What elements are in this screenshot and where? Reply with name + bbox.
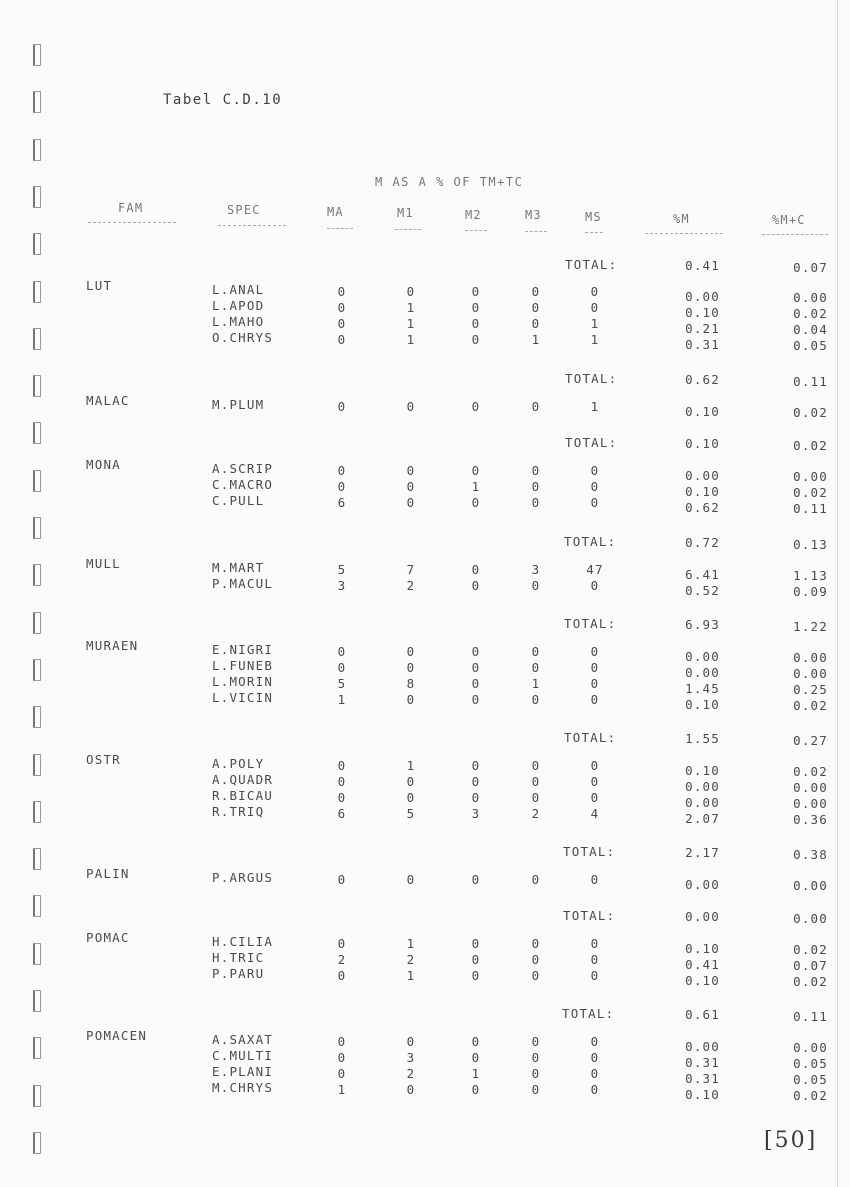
species-code: M.CHRYS bbox=[212, 1080, 274, 1095]
value-m1: 3 bbox=[406, 1050, 416, 1065]
total-label: TOTAL: bbox=[563, 908, 616, 923]
value-pct-m: 2.07 bbox=[685, 811, 720, 826]
header-spec: SPEC bbox=[227, 203, 261, 217]
table-title: Tabel C.D.10 bbox=[163, 92, 283, 108]
total-pct-m: 0.00 bbox=[685, 909, 720, 924]
total-label: TOTAL: bbox=[563, 844, 616, 859]
value-pct-m: 0.10 bbox=[685, 763, 720, 778]
species-code: E.PLANI bbox=[212, 1064, 274, 1079]
species-code: L.MORIN bbox=[212, 674, 274, 689]
binding-hole bbox=[33, 612, 41, 634]
binding-hole bbox=[33, 848, 41, 870]
value-ma: 0 bbox=[337, 1034, 347, 1049]
header-underline bbox=[762, 234, 828, 235]
value-m2: 0 bbox=[471, 692, 481, 707]
value-ms: 0 bbox=[590, 300, 600, 315]
value-m1: 0 bbox=[406, 479, 416, 494]
value-m1: 0 bbox=[406, 1034, 416, 1049]
value-ma: 6 bbox=[337, 806, 347, 821]
family-name: LUT bbox=[86, 278, 113, 293]
value-m3: 0 bbox=[531, 1082, 541, 1097]
value-m1: 0 bbox=[406, 284, 416, 299]
value-ma: 0 bbox=[337, 774, 347, 789]
header-underline bbox=[645, 233, 723, 234]
header-underline bbox=[218, 225, 286, 226]
page-edge bbox=[837, 0, 838, 1187]
value-m3: 0 bbox=[531, 644, 541, 659]
value-ma: 6 bbox=[337, 495, 347, 510]
value-m2: 0 bbox=[471, 790, 481, 805]
value-pct-m: 0.00 bbox=[685, 665, 720, 680]
value-pct-m: 0.10 bbox=[685, 484, 720, 499]
value-ms: 0 bbox=[590, 495, 600, 510]
value-ms: 1 bbox=[590, 332, 600, 347]
value-m2: 0 bbox=[471, 1082, 481, 1097]
value-ms: 0 bbox=[590, 1066, 600, 1081]
value-ma: 0 bbox=[337, 968, 347, 983]
total-pct-m: 2.17 bbox=[685, 845, 720, 860]
value-m3: 1 bbox=[531, 332, 541, 347]
value-pct-mc: 0.00 bbox=[793, 290, 828, 305]
header-underline bbox=[525, 231, 547, 232]
species-code: M.MART bbox=[212, 560, 265, 575]
species-code: A.QUADR bbox=[212, 772, 274, 787]
value-ma: 1 bbox=[337, 692, 347, 707]
value-ms: 0 bbox=[590, 774, 600, 789]
value-pct-mc: 0.09 bbox=[793, 584, 828, 599]
value-pct-mc: 0.00 bbox=[793, 878, 828, 893]
value-ma: 0 bbox=[337, 1050, 347, 1065]
value-pct-mc: 0.05 bbox=[793, 338, 828, 353]
total-pct-mc: 0.11 bbox=[793, 1009, 828, 1024]
total-pct-mc: 0.13 bbox=[793, 537, 828, 552]
value-pct-mc: 0.11 bbox=[793, 501, 828, 516]
binding-hole bbox=[33, 1132, 41, 1154]
binding-hole bbox=[33, 990, 41, 1012]
value-pct-mc: 0.25 bbox=[793, 682, 828, 697]
species-code: C.PULL bbox=[212, 493, 265, 508]
value-m3: 0 bbox=[531, 872, 541, 887]
value-m2: 0 bbox=[471, 332, 481, 347]
value-ms: 0 bbox=[590, 479, 600, 494]
value-pct-mc: 0.02 bbox=[793, 698, 828, 713]
species-code: R.TRIQ bbox=[212, 804, 265, 819]
value-m3: 0 bbox=[531, 790, 541, 805]
value-m1: 1 bbox=[406, 300, 416, 315]
value-m1: 0 bbox=[406, 463, 416, 478]
species-code: A.SCRIP bbox=[212, 461, 274, 476]
species-code: L.MAHO bbox=[212, 314, 265, 329]
value-ms: 1 bbox=[590, 399, 600, 414]
species-code: L.ANAL bbox=[212, 282, 265, 297]
value-m2: 0 bbox=[471, 676, 481, 691]
binding-hole bbox=[33, 564, 41, 586]
value-m2: 0 bbox=[471, 578, 481, 593]
total-label: TOTAL: bbox=[565, 435, 618, 450]
value-ma: 0 bbox=[337, 332, 347, 347]
value-pct-m: 0.00 bbox=[685, 877, 720, 892]
species-code: P.ARGUS bbox=[212, 870, 274, 885]
header-underline bbox=[465, 230, 487, 231]
value-ma: 5 bbox=[337, 562, 347, 577]
value-m2: 0 bbox=[471, 1050, 481, 1065]
value-ms: 0 bbox=[590, 790, 600, 805]
value-pct-m: 0.10 bbox=[685, 305, 720, 320]
value-m2: 0 bbox=[471, 495, 481, 510]
value-m2: 0 bbox=[471, 399, 481, 414]
value-m2: 0 bbox=[471, 644, 481, 659]
value-ms: 4 bbox=[590, 806, 600, 821]
value-ms: 0 bbox=[590, 676, 600, 691]
header-underline bbox=[327, 228, 353, 229]
binding-hole bbox=[33, 1037, 41, 1059]
value-pct-mc: 0.00 bbox=[793, 1040, 828, 1055]
value-m3: 0 bbox=[531, 284, 541, 299]
value-m3: 0 bbox=[531, 479, 541, 494]
value-pct-mc: 0.07 bbox=[793, 958, 828, 973]
value-ms: 0 bbox=[590, 660, 600, 675]
header-m2: M2 bbox=[465, 208, 482, 222]
header-pct-mc: %M+C bbox=[772, 213, 806, 227]
species-code: R.BICAU bbox=[212, 788, 274, 803]
binding-hole bbox=[33, 895, 41, 917]
value-ma: 0 bbox=[337, 316, 347, 331]
value-pct-m: 0.52 bbox=[685, 583, 720, 598]
value-m3: 1 bbox=[531, 676, 541, 691]
total-pct-mc: 0.07 bbox=[793, 260, 828, 275]
value-pct-m: 0.21 bbox=[685, 321, 720, 336]
binding-hole bbox=[33, 91, 41, 113]
value-m1: 0 bbox=[406, 872, 416, 887]
value-m2: 0 bbox=[471, 300, 481, 315]
value-m3: 0 bbox=[531, 1034, 541, 1049]
value-pct-mc: 0.00 bbox=[793, 666, 828, 681]
binding-hole bbox=[33, 375, 41, 397]
total-pct-m: 6.93 bbox=[685, 617, 720, 632]
value-ms: 0 bbox=[590, 644, 600, 659]
value-m1: 0 bbox=[406, 660, 416, 675]
value-pct-mc: 0.02 bbox=[793, 942, 828, 957]
value-pct-mc: 0.02 bbox=[793, 764, 828, 779]
value-m3: 0 bbox=[531, 300, 541, 315]
header-ma: MA bbox=[327, 205, 344, 219]
species-code: H.CILIA bbox=[212, 934, 274, 949]
family-name: MONA bbox=[86, 457, 121, 472]
binding-hole bbox=[33, 517, 41, 539]
value-ma: 0 bbox=[337, 872, 347, 887]
value-m1: 1 bbox=[406, 968, 416, 983]
value-m1: 0 bbox=[406, 644, 416, 659]
header-fam: FAM bbox=[118, 201, 144, 215]
value-ms: 0 bbox=[590, 578, 600, 593]
value-m1: 1 bbox=[406, 316, 416, 331]
species-code: L.APOD bbox=[212, 298, 265, 313]
value-m3: 0 bbox=[531, 463, 541, 478]
value-ma: 0 bbox=[337, 936, 347, 951]
species-code: C.MACRO bbox=[212, 477, 274, 492]
value-m1: 0 bbox=[406, 495, 416, 510]
value-m3: 2 bbox=[531, 806, 541, 821]
value-ms: 0 bbox=[590, 463, 600, 478]
value-ma: 0 bbox=[337, 463, 347, 478]
value-m2: 0 bbox=[471, 936, 481, 951]
value-m1: 2 bbox=[406, 952, 416, 967]
value-ms: 0 bbox=[590, 692, 600, 707]
value-pct-mc: 0.05 bbox=[793, 1072, 828, 1087]
family-name: POMACEN bbox=[86, 1028, 148, 1043]
page-number: [50] bbox=[764, 1128, 818, 1153]
header-m3: M3 bbox=[525, 208, 542, 222]
binding-hole bbox=[33, 44, 41, 66]
total-pct-mc: 0.00 bbox=[793, 911, 828, 926]
value-m3: 0 bbox=[531, 1066, 541, 1081]
binding-hole bbox=[33, 470, 41, 492]
value-m2: 0 bbox=[471, 1034, 481, 1049]
value-ms: 47 bbox=[586, 562, 604, 577]
value-ma: 5 bbox=[337, 676, 347, 691]
value-m2: 3 bbox=[471, 806, 481, 821]
value-m3: 3 bbox=[531, 562, 541, 577]
value-m3: 0 bbox=[531, 774, 541, 789]
value-ma: 3 bbox=[337, 578, 347, 593]
value-ms: 0 bbox=[590, 1050, 600, 1065]
value-pct-mc: 1.13 bbox=[793, 568, 828, 583]
value-m1: 1 bbox=[406, 758, 416, 773]
value-m1: 0 bbox=[406, 790, 416, 805]
value-pct-m: 0.41 bbox=[685, 957, 720, 972]
binding-hole bbox=[33, 186, 41, 208]
value-m1: 7 bbox=[406, 562, 416, 577]
value-pct-mc: 0.02 bbox=[793, 306, 828, 321]
total-pct-m: 0.61 bbox=[685, 1007, 720, 1022]
value-pct-m: 0.10 bbox=[685, 404, 720, 419]
value-pct-mc: 0.02 bbox=[793, 974, 828, 989]
binding-hole bbox=[33, 281, 41, 303]
value-pct-m: 0.31 bbox=[685, 1055, 720, 1070]
value-ma: 0 bbox=[337, 644, 347, 659]
total-pct-mc: 1.22 bbox=[793, 619, 828, 634]
value-ms: 0 bbox=[590, 968, 600, 983]
value-ma: 0 bbox=[337, 284, 347, 299]
value-ma: 1 bbox=[337, 1082, 347, 1097]
value-pct-m: 0.00 bbox=[685, 1039, 720, 1054]
header-underline bbox=[88, 222, 176, 223]
value-pct-mc: 0.05 bbox=[793, 1056, 828, 1071]
total-pct-m: 1.55 bbox=[685, 731, 720, 746]
value-m2: 0 bbox=[471, 952, 481, 967]
total-label: TOTAL: bbox=[565, 371, 618, 386]
value-pct-mc: 0.02 bbox=[793, 1088, 828, 1103]
binding-hole bbox=[33, 659, 41, 681]
value-pct-m: 6.41 bbox=[685, 567, 720, 582]
binding-hole bbox=[33, 943, 41, 965]
value-m3: 0 bbox=[531, 578, 541, 593]
family-name: MULL bbox=[86, 556, 121, 571]
value-pct-m: 0.10 bbox=[685, 941, 720, 956]
species-code: E.NIGRI bbox=[212, 642, 274, 657]
species-code: O.CHRYS bbox=[212, 330, 274, 345]
total-pct-m: 0.41 bbox=[685, 258, 720, 273]
binding-hole bbox=[33, 1085, 41, 1107]
species-code: C.MULTI bbox=[212, 1048, 274, 1063]
table-subtitle: M AS A % OF TM+TC bbox=[375, 175, 524, 189]
header-pct-m: %M bbox=[673, 212, 690, 226]
value-ms: 0 bbox=[590, 872, 600, 887]
total-pct-mc: 0.38 bbox=[793, 847, 828, 862]
species-code: H.TRIC bbox=[212, 950, 265, 965]
value-m1: 0 bbox=[406, 399, 416, 414]
value-ms: 0 bbox=[590, 936, 600, 951]
value-m2: 0 bbox=[471, 463, 481, 478]
value-ma: 0 bbox=[337, 399, 347, 414]
value-m2: 0 bbox=[471, 872, 481, 887]
binding-hole bbox=[33, 139, 41, 161]
value-pct-m: 0.00 bbox=[685, 795, 720, 810]
value-m3: 0 bbox=[531, 758, 541, 773]
family-name: MURAEN bbox=[86, 638, 139, 653]
total-pct-m: 0.62 bbox=[685, 372, 720, 387]
value-m2: 0 bbox=[471, 284, 481, 299]
value-pct-m: 0.10 bbox=[685, 697, 720, 712]
value-pct-m: 0.31 bbox=[685, 1071, 720, 1086]
value-m3: 0 bbox=[531, 968, 541, 983]
value-pct-m: 1.45 bbox=[685, 681, 720, 696]
value-m3: 0 bbox=[531, 692, 541, 707]
value-pct-m: 0.62 bbox=[685, 500, 720, 515]
value-m3: 0 bbox=[531, 495, 541, 510]
total-label: TOTAL: bbox=[564, 730, 617, 745]
species-code: M.PLUM bbox=[212, 397, 265, 412]
value-m3: 0 bbox=[531, 399, 541, 414]
species-code: A.POLY bbox=[212, 756, 265, 771]
species-code: L.VICIN bbox=[212, 690, 274, 705]
value-pct-m: 0.00 bbox=[685, 289, 720, 304]
value-m2: 0 bbox=[471, 968, 481, 983]
binding-hole bbox=[33, 422, 41, 444]
value-ms: 0 bbox=[590, 952, 600, 967]
species-code: P.PARU bbox=[212, 966, 265, 981]
value-pct-mc: 0.02 bbox=[793, 405, 828, 420]
value-m2: 1 bbox=[471, 479, 481, 494]
binding-hole bbox=[33, 801, 41, 823]
header-ms: MS bbox=[585, 210, 602, 224]
value-ma: 0 bbox=[337, 1066, 347, 1081]
total-pct-mc: 0.11 bbox=[793, 374, 828, 389]
family-name: MALAC bbox=[86, 393, 130, 408]
species-code: P.MACUL bbox=[212, 576, 274, 591]
value-pct-m: 0.00 bbox=[685, 468, 720, 483]
value-m1: 2 bbox=[406, 578, 416, 593]
value-m3: 0 bbox=[531, 316, 541, 331]
value-pct-mc: 0.00 bbox=[793, 469, 828, 484]
binding-hole bbox=[33, 754, 41, 776]
value-m1: 8 bbox=[406, 676, 416, 691]
value-pct-mc: 0.36 bbox=[793, 812, 828, 827]
value-ms: 0 bbox=[590, 758, 600, 773]
value-m2: 0 bbox=[471, 562, 481, 577]
value-m3: 0 bbox=[531, 1050, 541, 1065]
value-m3: 0 bbox=[531, 936, 541, 951]
value-ma: 0 bbox=[337, 300, 347, 315]
value-ma: 0 bbox=[337, 479, 347, 494]
value-ma: 0 bbox=[337, 758, 347, 773]
value-m1: 1 bbox=[406, 936, 416, 951]
value-m1: 1 bbox=[406, 332, 416, 347]
total-pct-m: 0.10 bbox=[685, 436, 720, 451]
family-name: POMAC bbox=[86, 930, 130, 945]
header-m1: M1 bbox=[397, 206, 414, 220]
total-pct-mc: 0.27 bbox=[793, 733, 828, 748]
value-m2: 0 bbox=[471, 316, 481, 331]
value-m2: 0 bbox=[471, 758, 481, 773]
value-pct-m: 0.10 bbox=[685, 1087, 720, 1102]
value-m2: 1 bbox=[471, 1066, 481, 1081]
value-pct-mc: 0.00 bbox=[793, 796, 828, 811]
value-ms: 1 bbox=[590, 316, 600, 331]
total-label: TOTAL: bbox=[565, 257, 618, 272]
value-m2: 0 bbox=[471, 660, 481, 675]
value-m1: 0 bbox=[406, 1082, 416, 1097]
total-label: TOTAL: bbox=[564, 534, 617, 549]
header-underline bbox=[585, 232, 603, 233]
family-name: PALIN bbox=[86, 866, 130, 881]
binding-hole bbox=[33, 233, 41, 255]
binding-hole bbox=[33, 706, 41, 728]
value-m1: 0 bbox=[406, 774, 416, 789]
value-ms: 0 bbox=[590, 1082, 600, 1097]
value-pct-mc: 0.04 bbox=[793, 322, 828, 337]
total-label: TOTAL: bbox=[564, 616, 617, 631]
value-pct-m: 0.31 bbox=[685, 337, 720, 352]
value-m3: 0 bbox=[531, 952, 541, 967]
value-ma: 2 bbox=[337, 952, 347, 967]
value-pct-mc: 0.00 bbox=[793, 780, 828, 795]
value-m2: 0 bbox=[471, 774, 481, 789]
value-ms: 0 bbox=[590, 1034, 600, 1049]
total-label: TOTAL: bbox=[562, 1006, 615, 1021]
binding-hole bbox=[33, 328, 41, 350]
value-pct-mc: 0.00 bbox=[793, 650, 828, 665]
family-name: OSTR bbox=[86, 752, 121, 767]
value-ma: 0 bbox=[337, 790, 347, 805]
value-pct-mc: 0.02 bbox=[793, 485, 828, 500]
value-m3: 0 bbox=[531, 660, 541, 675]
total-pct-m: 0.72 bbox=[685, 535, 720, 550]
value-pct-m: 0.00 bbox=[685, 779, 720, 794]
value-m1: 5 bbox=[406, 806, 416, 821]
value-pct-m: 0.10 bbox=[685, 973, 720, 988]
value-pct-m: 0.00 bbox=[685, 649, 720, 664]
header-underline bbox=[395, 229, 421, 230]
total-pct-mc: 0.02 bbox=[793, 438, 828, 453]
value-m1: 2 bbox=[406, 1066, 416, 1081]
species-code: L.FUNEB bbox=[212, 658, 274, 673]
value-ms: 0 bbox=[590, 284, 600, 299]
species-code: A.SAXAT bbox=[212, 1032, 274, 1047]
value-ma: 0 bbox=[337, 660, 347, 675]
value-m1: 0 bbox=[406, 692, 416, 707]
